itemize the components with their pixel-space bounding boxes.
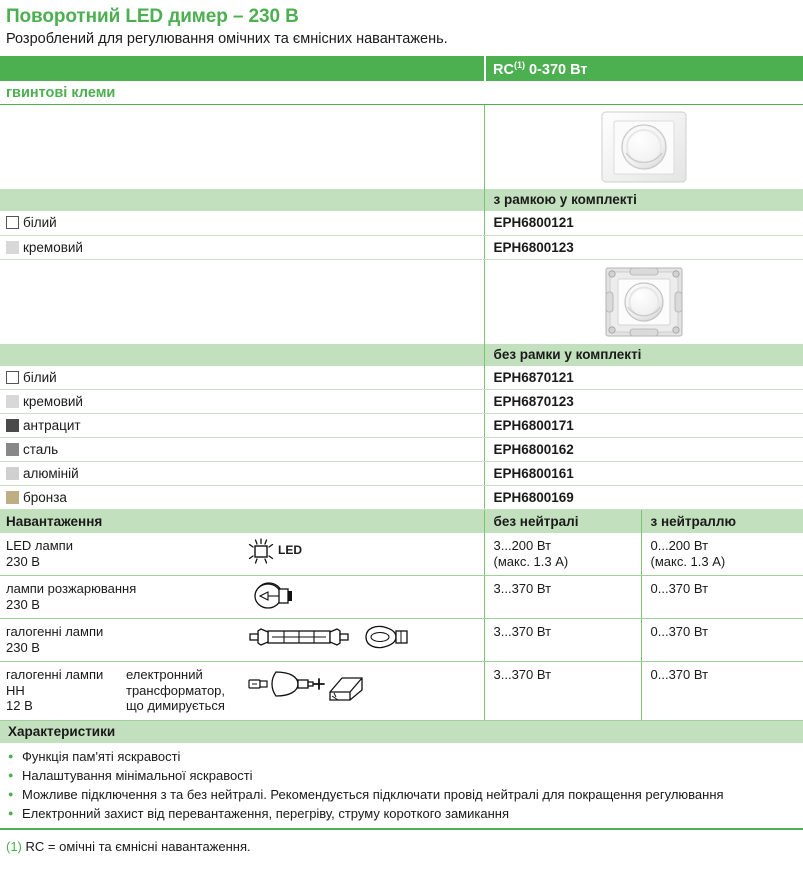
variant-reference: EPH6800121: [484, 211, 803, 235]
image-row-left-spacer: [0, 105, 484, 189]
halogen-tube-and-capsule-icon: [246, 623, 411, 653]
without-neutral-value-cell: [484, 533, 641, 576]
rc-bar-divider: [484, 56, 486, 81]
without-neutral-header: без нейтралі: [484, 510, 641, 533]
variant-color-cell: [0, 462, 484, 486]
rc-abbreviation: RC: [493, 61, 514, 78]
load-extra-cell: електронний трансформатор, що димирується: [120, 662, 240, 721]
subheader-left-spacer: [0, 189, 484, 211]
load-type-cell: [0, 533, 240, 576]
footnote-text: RC = омічні та ємнісні навантаження.: [25, 838, 251, 854]
rc-rating-label: [484, 60, 803, 78]
load-type-name: галогенні лампи НН: [6, 667, 104, 698]
color-swatch-bilyi: [6, 371, 19, 384]
load-icon-cell: [240, 619, 484, 662]
with-neutral-header: з нейтраллю: [641, 510, 803, 533]
variant-reference: EPH6800171: [484, 414, 803, 438]
with-neutral-value-cell: [641, 619, 803, 662]
load-type-cell: [0, 576, 240, 619]
image-row-left-spacer: [0, 260, 484, 344]
variant-color-label: бронза: [23, 490, 67, 505]
load-type-voltage: 12 В: [6, 698, 33, 713]
page-title: Поворотний LED димер – 230 В: [6, 6, 299, 27]
variant-color-cell: [0, 390, 484, 414]
variant-reference: EPH6800123: [484, 235, 803, 259]
load-type-name: лампи розжарювання: [6, 581, 137, 596]
with-neutral-value: 0...370 Вт: [650, 667, 709, 682]
variant-reference: EPH6800161: [484, 462, 803, 486]
group-subheader-row: [0, 344, 803, 366]
variant-color-cell: [0, 414, 484, 438]
table-row: [0, 366, 803, 390]
variant-color-label: білий: [23, 369, 57, 385]
load-type-name: LED лампи: [6, 538, 73, 553]
dimmer-with-frame-photo: [485, 105, 803, 189]
color-swatch-kremovyi: [6, 395, 19, 408]
frame-inclusion-label: без рамки у комплекті: [484, 344, 803, 366]
table-row: [0, 576, 803, 619]
rc-footnote-marker: (1): [513, 59, 525, 70]
without-neutral-note: (макс. 1.3 А): [493, 553, 569, 569]
list-item: ● Можливе підключення з та без нейтралі. Рекомендується підключати провід нейтралі для покращення регулювання: [8, 785, 797, 804]
variant-color-label: сталь: [23, 442, 59, 457]
with-neutral-note: (макс. 1.3 А): [650, 553, 726, 569]
variant-color-label: кремовий: [23, 239, 83, 255]
without-neutral-value: 3...370 Вт: [493, 667, 552, 682]
table-row: [0, 533, 803, 576]
variant-color-label: алюміній: [23, 466, 79, 481]
load-type-voltage: 230 В: [6, 639, 40, 655]
load-header-label: Навантаження: [0, 510, 484, 533]
rc-rating-header-bar: [0, 56, 803, 81]
without-neutral-value: 3...370 Вт: [493, 624, 552, 639]
color-swatch-bilyi: [6, 216, 19, 229]
color-swatch-aliuminii: [6, 467, 19, 480]
color-swatch-bronza: [6, 491, 19, 504]
product-image-cell: [484, 260, 803, 344]
load-icon-cell: [240, 662, 484, 721]
incandescent-bulb-icon: [246, 580, 296, 612]
with-neutral-value-cell: [641, 662, 803, 721]
with-neutral-value-cell: [641, 576, 803, 619]
with-neutral-value: 0...370 Вт: [650, 624, 709, 639]
load-specification-table: [0, 510, 803, 721]
group-subheader-row: [0, 189, 803, 211]
terminal-type-label: гвинтові клеми: [6, 84, 116, 101]
page-subtitle: Розроблений для регулювання омічних та ємнісних навантажень.: [6, 31, 448, 47]
variant-color-cell: [0, 235, 484, 259]
table-row: [0, 438, 803, 462]
product-image-row: [0, 260, 803, 344]
list-item: ● Електронний захист від перевантаження, перегріву, струму короткого замикання: [8, 804, 797, 823]
variant-color-cell: [0, 366, 484, 390]
color-swatch-stal: [6, 443, 19, 456]
terminal-type-row: [0, 81, 803, 105]
table-row: [0, 486, 803, 510]
rc-power-range: 0-370 Вт: [528, 61, 588, 78]
color-swatch-antratsyt: [6, 419, 19, 432]
color-swatch-kremovyi: [6, 241, 19, 254]
dimmer-without-frame-photo: [485, 260, 803, 344]
load-icon-cell: [240, 576, 484, 619]
load-type-name: галогенні лампи: [6, 624, 104, 639]
led-lamp-icon: [246, 537, 276, 565]
variant-reference: EPH6870123: [484, 390, 803, 414]
without-neutral-value: 3...200 Вт: [493, 538, 552, 553]
load-icon-cell: [240, 533, 484, 576]
rc-bar-left-spacer: [0, 56, 484, 81]
subheader-left-spacer: [0, 344, 484, 366]
variant-color-label: антрацит: [23, 418, 81, 433]
table-row: [0, 462, 803, 486]
variant-reference: EPH6800169: [484, 486, 803, 510]
table-row: [0, 414, 803, 438]
table-row: [0, 619, 803, 662]
without-neutral-value-cell: [484, 576, 641, 619]
list-item: ● Функція пам'яті яскравості: [8, 747, 797, 766]
load-type-voltage: 230 В: [6, 553, 40, 569]
with-neutral-value: 0...200 Вт: [650, 538, 709, 553]
table-row: [0, 662, 803, 721]
led-icon-label: LED: [278, 543, 302, 558]
without-neutral-value: 3...370 Вт: [493, 581, 552, 596]
footnote-marker: (1): [6, 838, 22, 854]
with-neutral-value: 0...370 Вт: [650, 581, 709, 596]
table-row: [0, 390, 803, 414]
table-row: [0, 235, 803, 259]
load-type-cell: [0, 619, 240, 662]
reflector-lamp-plus-transformer-icon: [246, 666, 366, 706]
variant-reference: EPH6870121: [484, 366, 803, 390]
variant-color-cell: [0, 486, 484, 510]
variant-color-label: кремовий: [23, 394, 83, 409]
product-group-without-frame: [0, 260, 803, 511]
without-neutral-value-cell: [484, 619, 641, 662]
table-row: [0, 211, 803, 235]
variant-color-label: білий: [23, 215, 57, 230]
variant-color-cell: [0, 438, 484, 462]
load-table-header-row: [0, 510, 803, 533]
load-type-voltage: 230 В: [6, 596, 40, 612]
load-type-cell: [0, 662, 120, 721]
product-image-cell: [484, 105, 803, 189]
with-neutral-value-cell: [641, 533, 803, 576]
product-image-row: [0, 105, 803, 189]
variant-color-cell: [0, 211, 484, 235]
variant-reference: EPH6800162: [484, 438, 803, 462]
list-item: ● Налаштування мінімальної яскравості: [8, 766, 797, 785]
product-group-with-frame: [0, 105, 803, 260]
frame-inclusion-label: з рамкою у комплекті: [484, 189, 803, 211]
without-neutral-value-cell: [484, 662, 641, 721]
footnote: [0, 830, 803, 854]
characteristics-list: [0, 743, 803, 826]
characteristics-header: Характеристики: [0, 721, 803, 743]
title-block: [0, 0, 803, 51]
